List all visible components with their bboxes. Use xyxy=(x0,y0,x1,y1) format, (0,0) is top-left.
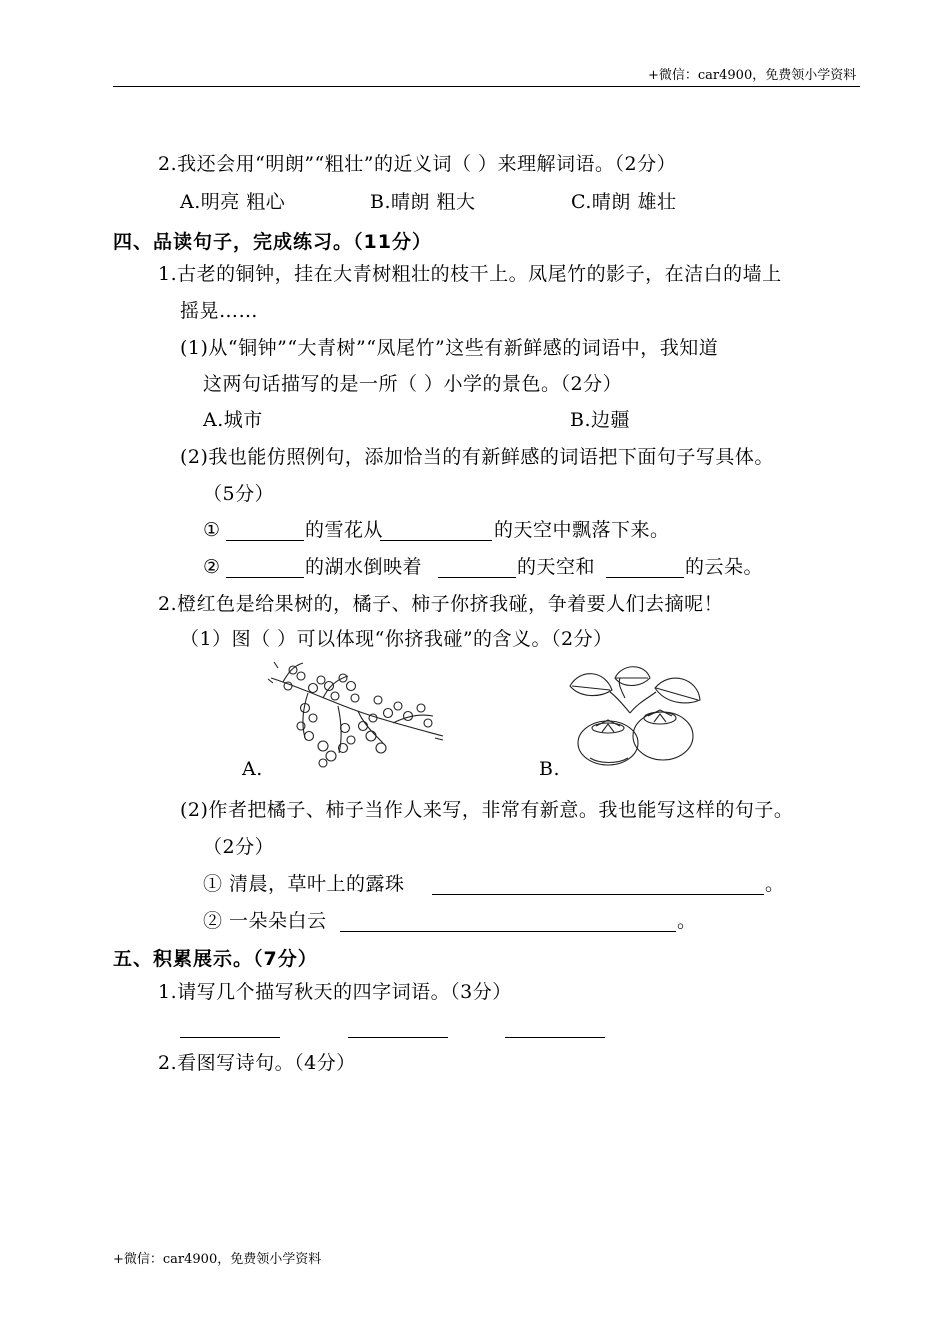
s4-q1-sub1-line2: 这两句话描写的是一所（ ）小学的景色。（2分） xyxy=(203,373,623,395)
s4-item2-text-b: 的天空和 xyxy=(517,556,596,578)
s4-q1-text-line2: 摇晃…… xyxy=(180,300,259,322)
s4-q1-option-b: B.边疆 xyxy=(570,409,631,431)
footer-watermark: +微信：car4900，免费领小学资料 xyxy=(113,1252,322,1267)
s4-item2-text-a: 的湖水倒映着 xyxy=(305,556,423,578)
s4-q2-text: 2.橙红色是给果树的，橘子、柿子你挤我碰，争着要人们去摘呢！ xyxy=(158,593,724,615)
s5-q1-blank-2[interactable] xyxy=(348,1037,448,1038)
s4-q1-sub1-line1: (1)从“铜钟”“大青树”“凤尾竹”这些有新鲜感的词语中，我知道 xyxy=(180,337,719,359)
image-a-label: A. xyxy=(242,758,263,780)
s4-q2-item2: ② 一朵朵白云 xyxy=(203,910,327,932)
s4-item2-text-c: 的云朵。 xyxy=(685,556,764,578)
s4-item1-text-b: 的天空中飘落下来。 xyxy=(494,519,670,541)
s5-q1-blank-1[interactable] xyxy=(180,1037,280,1038)
section4-title: 四、品读句子，完成练习。（11分） xyxy=(113,231,432,253)
s4-q1-option-a: A.城市 xyxy=(203,409,263,431)
image-b-label: B. xyxy=(539,758,561,780)
q3-2-option-c: C.晴朗 雄壮 xyxy=(571,191,677,213)
section5-title: 五、积累展示。（7分） xyxy=(113,948,318,970)
s4-q2-sub2-line1: (2)作者把橘子、柿子当作人来写，非常有新意。我也能写这样的句子。 xyxy=(180,799,794,821)
s4-q1-sub2-line1: (2)我也能仿照例句，添加恰当的有新鲜感的词语把下面句子写具体。 xyxy=(180,446,774,468)
s5-q2: 2.看图写诗句。（4分） xyxy=(158,1052,356,1074)
s4-q2-sub1: （1）图（ ）可以体现“你挤我碰”的含义。（2分） xyxy=(180,628,613,650)
q3-2-option-b: B.晴朗 粗大 xyxy=(370,191,476,213)
persimmons-illustration xyxy=(560,658,710,776)
s4-item1-blank-2[interactable] xyxy=(380,540,492,541)
s4-item2-blank-1[interactable] xyxy=(226,577,304,578)
s4-q2-item2-end: 。 xyxy=(677,910,697,932)
header-divider xyxy=(113,86,860,87)
s4-q2-item2-blank[interactable] xyxy=(340,931,676,932)
s4-q2-item1-blank[interactable] xyxy=(432,894,764,895)
s4-q2-item1: ① 清晨，草叶上的露珠 xyxy=(203,873,405,895)
s4-q1-text-line1: 1.古老的铜钟，挂在大青树粗壮的枝干上。凤尾竹的影子，在洁白的墙上 xyxy=(158,263,782,285)
s5-q1: 1.请写几个描写秋天的四字词语。（3分） xyxy=(158,981,512,1003)
header-watermark: +微信：car4900，免费领小学资料 xyxy=(648,68,857,83)
s4-q1-sub2-line2: （5分） xyxy=(203,483,275,505)
q3-2-prompt: 2.我还会用“明朗”“粗壮”的近义词（ ）来理解词语。（2分） xyxy=(158,153,677,175)
q3-2-option-a: A.明亮 粗心 xyxy=(180,191,286,213)
s5-q1-blank-3[interactable] xyxy=(505,1037,605,1038)
s4-item1-number: ① xyxy=(203,519,221,541)
s4-q2-item1-end: 。 xyxy=(765,873,785,895)
s4-item1-text-a: 的雪花从 xyxy=(305,519,384,541)
s4-item2-blank-3[interactable] xyxy=(606,577,684,578)
s4-item2-number: ② xyxy=(203,556,221,578)
s4-item1-blank-1[interactable] xyxy=(226,540,304,541)
s4-q2-sub2-line2: （2分） xyxy=(203,836,275,858)
branch-berries-illustration xyxy=(263,658,453,778)
s4-item2-blank-2[interactable] xyxy=(438,577,516,578)
